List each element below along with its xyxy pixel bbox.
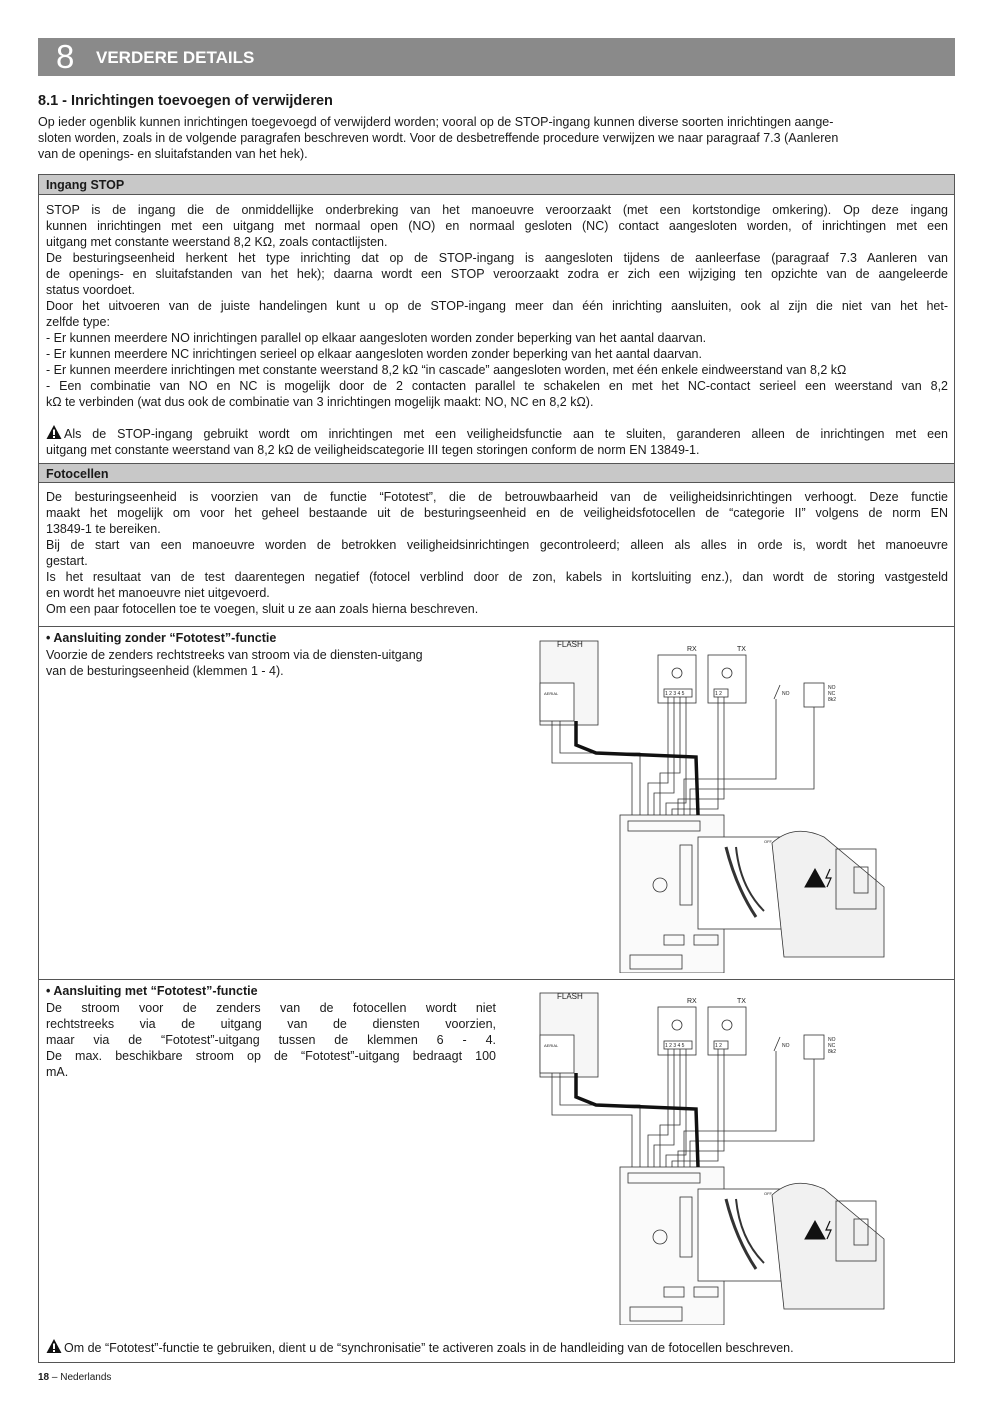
stop-line: kunnen inrichtingen met een uitgang met normaal open (NO) en normaal gesloten (NC) contact aangesloten worden, of inrichtingen met een xyxy=(46,219,948,233)
foto-line: gestart. xyxy=(46,554,88,568)
stop-line: De besturingseenheid herkent het type inrichting dat op de STOP-ingang is aangesloten tijdens de aanleerfase (paragraaf 7.3 Aanleren van xyxy=(46,251,948,265)
footer-language: – Nederlands xyxy=(51,1372,112,1383)
stop-line: kΩ te verbinden (wat dus ook de combinatie van 3 inrichtingen mogelijk maakt: NO, NC en 8,2 kΩ). xyxy=(46,395,594,409)
stop-line: Door het uitvoeren van de juiste handelingen kunt u op de STOP-ingang meer dan één inrichting aansluiten, ook al zijn die niet van het het- xyxy=(46,299,948,313)
diagram-label-stop-no: NO xyxy=(828,1037,836,1043)
diagram-label-stop-8k2: 8k2 xyxy=(828,1049,837,1055)
foto-line: 13849-1 te bereiken. xyxy=(46,522,161,536)
with-line: maar via de “Fototest”-uitgang tussen de klemmen 6 - 4. xyxy=(46,1033,496,1047)
diagram-label-aerial: AERIAL xyxy=(544,691,559,696)
with-line: rechtstreeks via de uitgang van de diensten voorzien, xyxy=(46,1017,496,1031)
wiring-diagram-without-fototest xyxy=(536,633,954,973)
stop-line: STOP is de ingang die de onmiddellijke onderbreking van het manoeuvre veroorzaakt (met een kortstondige omkering). Op deze ingang xyxy=(46,203,948,217)
intro-line: van de openings- en sluitafstanden van het hek). xyxy=(38,147,308,161)
stop-line: status voordoet. xyxy=(46,283,135,297)
section-title: 8.1 - Inrichtingen toevoegen of verwijderen xyxy=(38,93,333,109)
diagram-label-rx-terminals: 1 2 3 4 5 xyxy=(665,1043,685,1049)
content-frame xyxy=(38,174,955,1363)
diagram-label-stop-nc: NC xyxy=(828,1043,836,1049)
diagram-label-no: NO xyxy=(782,691,790,697)
chapter-number: 8 xyxy=(56,38,75,75)
diagram-label-off: OFF xyxy=(764,1191,772,1196)
section-intro xyxy=(38,114,956,162)
fototest-warning-text: Om de “Fototest”-functie te gebruiken, dient u de “synchronisatie” te activeren zoals in de handleiding van de fotocellen beschreven. xyxy=(64,1341,794,1355)
warning-icon xyxy=(46,1338,62,1354)
diagram-label-tx: TX xyxy=(737,646,746,653)
fototest-warning xyxy=(46,1338,794,1355)
foto-heading: Fotocellen xyxy=(39,463,954,483)
foto-line: Om een paar fotocellen toe te voegen, sluit u ze aan zoals hierna beschreven. xyxy=(46,602,479,616)
foto-line: Is het resultaat van de test daarentegen negatief (fotocel verblind door de zon, kabels in kortsluiting enz.), dan wordt de storing vastgesteld xyxy=(46,570,948,584)
warning-line: Als de STOP-ingang gebruikt wordt om inrichtingen met een veiligheidsfunctie aan te sluiten, garanderen alleen de inrichtingen met een xyxy=(64,427,948,441)
foto-text xyxy=(46,489,948,617)
diagram-label-stop-8k2: 8k2 xyxy=(828,697,837,703)
foto-line: en wordt het manoeuvre niet uitgevoerd. xyxy=(46,586,270,600)
diagram-label-aerial: AERIAL xyxy=(544,1043,559,1048)
diagram-label-no: NO xyxy=(782,1043,790,1049)
wiring-diagram-with-fototest xyxy=(536,985,954,1325)
diagram-label-stop-no: NO xyxy=(828,685,836,691)
divider xyxy=(39,979,954,980)
divider xyxy=(39,626,954,627)
diagram-label-stop-nc: NC xyxy=(828,691,836,697)
intro-line: Op ieder ogenblik kunnen inrichtingen toegevoegd of verwijderd worden; vooral op de STOP-ingang kunnen diverse soorten inrichtingen aange- xyxy=(38,115,834,129)
stop-line: - Een combinatie van NO en NC is mogelijk door de 2 contacten parallel te schakelen en met het NC-contact serieel een weerstand van 8,2 xyxy=(46,379,948,393)
diagram-label-flash: FLASH xyxy=(557,992,583,1001)
stop-heading: Ingang STOP xyxy=(39,175,954,195)
intro-line: sloten worden, zoals in de volgende paragrafen beschreven wordt. Voor de desbetreffende procedure verwijzen we naar paragraaf 7.3 (Aanleren xyxy=(38,131,839,145)
without-fototest-text xyxy=(46,647,496,679)
foto-line: De besturingseenheid is voorzien van de functie “Fototest”, die de betrouwbaarheid van de veiligheidsinrichtingen verhoogt. Deze functie xyxy=(46,490,948,504)
foto-line: maakt het mogelijk om voor het geheel bestaande uit de besturingseenheid en de veiligheidsfotocellen de “categorie II” volgens de norm EN xyxy=(46,506,948,520)
without-fototest-title: • Aansluiting zonder “Fototest”-functie xyxy=(46,631,277,645)
chapter-title: VERDERE DETAILS xyxy=(96,48,255,67)
warning-icon xyxy=(46,424,62,440)
without-line: Voorzie de zenders rechtstreeks van stroom via de diensten-uitgang xyxy=(46,648,423,662)
stop-line: - Er kunnen meerdere NC inrichtingen serieel op elkaar aangesloten worden zonder beperking van het aantal daarvan. xyxy=(46,347,702,361)
with-line: mA. xyxy=(46,1065,69,1079)
stop-line: - Er kunnen meerdere inrichtingen met constante weerstand 8,2 kΩ “in cascade” aangesloten worden, met één enkele eindweerstand van 8,2 kΩ xyxy=(46,363,847,377)
with-line: De stroom voor de zenders van de fotocellen wordt niet xyxy=(46,1001,496,1015)
diagram-label-tx-terminals: 1 2 xyxy=(715,1043,722,1049)
page-footer xyxy=(38,1372,111,1383)
with-fototest-text xyxy=(46,1000,496,1080)
stop-line: - Er kunnen meerdere NO inrichtingen parallel op elkaar aangesloten worden zonder beperking van het aantal daarvan. xyxy=(46,331,707,345)
diagram-label-tx: TX xyxy=(737,998,746,1005)
stop-warning xyxy=(46,424,948,458)
stop-line: zelfde type: xyxy=(46,315,110,329)
stop-line: uitgang met constante weerstand 8,2 KΩ, zoals contactlijsten. xyxy=(46,235,388,249)
foto-line: Bij de start van een manoeuvre worden de betrokken veiligheidsinrichtingen gecontroleerd; alleen als alles in orde is, wordt het manoeuvre xyxy=(46,538,948,552)
warning-line: uitgang met constante weerstand van 8,2 kΩ de veiligheidscategorie III tegen storingen conform de norm EN 13849-1. xyxy=(46,443,700,457)
diagram-label-rx: RX xyxy=(687,646,697,653)
diagram-label-rx-terminals: 1 2 3 4 5 xyxy=(665,691,685,697)
page-number: 18 xyxy=(38,1372,50,1383)
stop-line: de openings- en sluitafstanden van het hek); daarna wordt een STOP veroorzaakt zodra er zich een wijziging ten opzichte van de aangeleerde xyxy=(46,267,948,281)
with-fototest-title: • Aansluiting met “Fototest”-functie xyxy=(46,984,258,998)
with-line: De max. beschikbare stroom op de “Fototest”-uitgang bedraagt 100 xyxy=(46,1049,496,1063)
diagram-label-tx-terminals: 1 2 xyxy=(715,691,722,697)
diagram-label-rx: RX xyxy=(687,998,697,1005)
stop-text xyxy=(46,202,948,410)
diagram-label-off: OFF xyxy=(764,839,772,844)
without-line: van de besturingseenheid (klemmen 1 - 4). xyxy=(46,664,284,678)
chapter-header xyxy=(38,38,955,76)
diagram-label-flash: FLASH xyxy=(557,640,583,649)
